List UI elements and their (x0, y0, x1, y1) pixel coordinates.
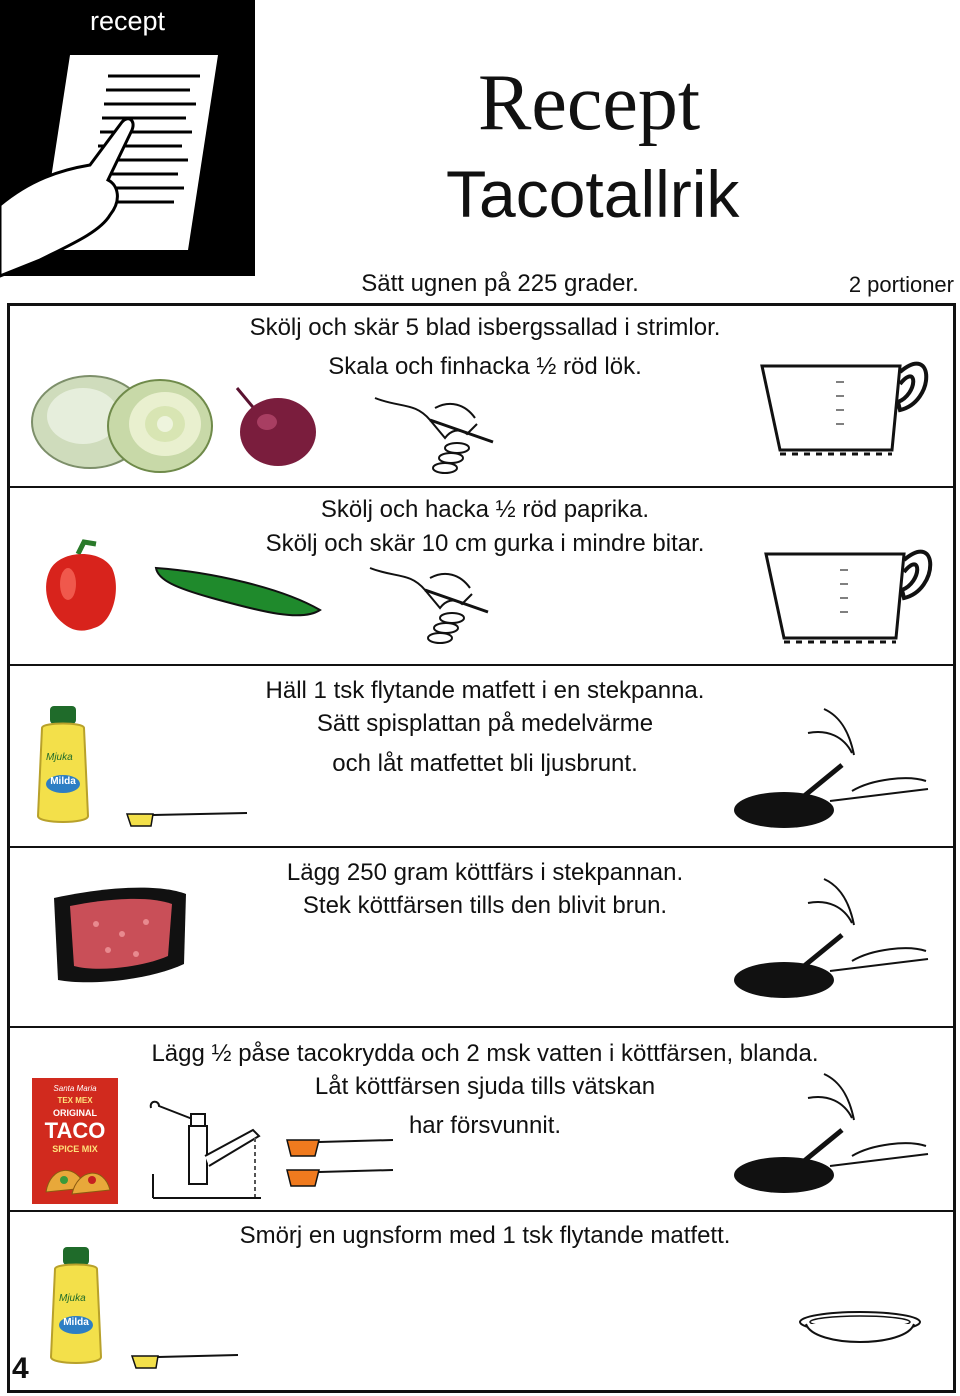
frying-pan-stir-icon (732, 705, 932, 833)
portions-label: 2 portioner (848, 272, 954, 297)
tablespoon-measure-icon (285, 1166, 395, 1190)
red-onion-icon (225, 384, 320, 469)
recipe-hand-icon (0, 0, 255, 276)
step-4-line-1: Lägg 250 gram köttfärs i stekpannan. (286, 859, 684, 886)
margarine-script-label: Mjuka (46, 752, 73, 763)
measuring-jug-icon (760, 342, 930, 460)
minced-meat-pack-icon (50, 884, 190, 988)
page-number: 4 (12, 1352, 29, 1385)
taco-mix-label: SPICE MIX (52, 1144, 98, 1154)
step-5-line-2: Låt köttfärsen sjuda tills vätskan (314, 1073, 656, 1100)
step-5-line-3: har försvunnit. (408, 1112, 562, 1139)
red-pepper-icon (40, 540, 120, 635)
margarine-bottle-icon (45, 1245, 107, 1369)
taco-shell-icon (42, 1158, 112, 1198)
taco-name-label: TACO (44, 1118, 106, 1143)
step-divider (7, 486, 956, 488)
teaspoon-measure-icon (125, 810, 250, 830)
recipe-logo (0, 0, 255, 276)
step-1-line-2: Skala och finhacka ½ röd lök. (328, 353, 642, 380)
intro-instruction: Sätt ugnen på 225 grader. (361, 270, 639, 297)
taco-tex-mex-label: TEX MEX (57, 1096, 93, 1105)
knife-chopping-icon (370, 560, 500, 650)
step-3-line-1: Häll 1 tsk flytande matfett i en stekpanna. (265, 677, 705, 704)
measuring-jug-icon (764, 530, 934, 648)
frying-pan-stir-icon (732, 875, 932, 1003)
taco-brand-label: Santa Maria (53, 1084, 97, 1093)
page-title: Recept (478, 59, 701, 147)
margarine-bottle-icon (32, 704, 94, 828)
step-divider (7, 1026, 956, 1028)
taco-spice-pack (32, 1078, 118, 1204)
step-2-line-2: Skölj och skär 10 cm gurka i mindre bitar. (265, 530, 705, 557)
step-6-line-1: Smörj en ugnsform med 1 tsk flytande matfett. (239, 1222, 731, 1249)
frying-pan-stir-icon (732, 1070, 932, 1198)
step-divider (7, 664, 956, 666)
step-3-line-2: Sätt spisplattan på medelvärme (316, 710, 654, 737)
teaspoon-measure-icon (130, 1352, 240, 1372)
margarine-script-label: Mjuka (59, 1293, 86, 1304)
margarine-brand-label: Milda (50, 776, 76, 787)
step-divider (7, 1210, 956, 1212)
cucumber-icon (152, 560, 327, 620)
margarine-brand-label: Milda (63, 1317, 89, 1328)
baking-dish-icon (796, 1308, 926, 1358)
recipe-name: Tacotallrik (446, 157, 740, 231)
water-faucet-icon (145, 1094, 265, 1204)
step-3-line-3: och låt matfettet bli ljusbrunt. (332, 750, 638, 777)
step-1-line-1: Skölj och skär 5 blad isbergssallad i strimlor. (249, 314, 721, 341)
step-4-line-2: Stek köttfärsen tills den blivit brun. (302, 892, 668, 919)
step-divider (7, 846, 956, 848)
lettuce-icon (25, 360, 215, 475)
knife-chopping-icon (375, 390, 505, 480)
logo-label: recept (90, 6, 166, 36)
step-2-line-1: Skölj och hacka ½ röd paprika. (320, 496, 650, 523)
taco-original-label: ORIGINAL (53, 1108, 97, 1118)
tablespoon-measure-icon (285, 1136, 395, 1160)
step-5-line-1: Lägg ½ påse tacokrydda och 2 msk vatten i köttfärsen, blanda. (151, 1040, 819, 1067)
